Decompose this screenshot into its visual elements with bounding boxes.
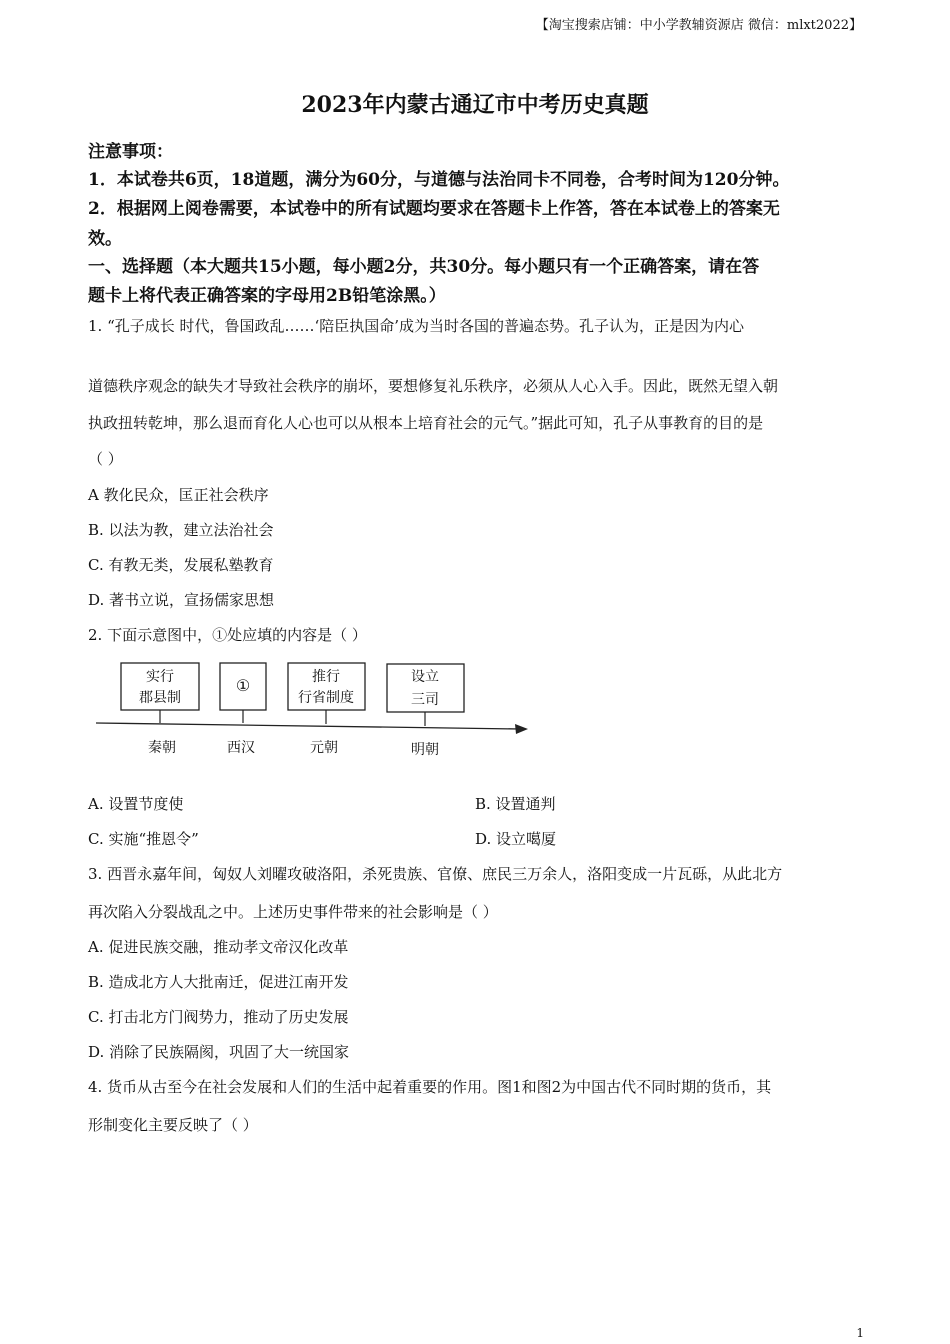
timeline-label-ming: 明朝 [411, 742, 439, 758]
notice-item-1: 1．本试卷共6页，18道题，满分为60分，与道德与法治同卡不同卷，合考时间为120分钟。 [88, 170, 790, 190]
timeline-box-yuan-line2: 行省制度 [298, 690, 354, 706]
q3-option-d: D. 消除了民族隔阂，巩固了大一统国家 [88, 1043, 350, 1061]
notice-item-2: 2．根据网上阅卷需要，本试卷中的所有试题均要求在答题卡上作答，答在本试卷上的答案无 [88, 199, 780, 219]
timeline-label-xihan: 西汉 [227, 740, 255, 756]
section-1-heading-cont: 题卡上将代表正确答案的字母用2B铅笔涂黑。） [88, 286, 446, 306]
q2-option-b: B. 设置通判 [475, 795, 556, 813]
timeline-label-yuan: 元朝 [310, 740, 338, 756]
q3-stem-line-2: 再次陷入分裂战乱之中。上述历史事件带来的社会影响是（ ） [88, 903, 498, 921]
page-title: 2023年内蒙古通辽市中考历史真题 [301, 92, 649, 118]
timeline-box-yuan-line1: 推行 [312, 669, 340, 685]
header-shop-note: 【淘宝搜索店铺：中小学教辅资源店 微信：mlxt2022】 [535, 18, 862, 33]
q1-answer-bracket: （ ） [88, 450, 123, 468]
q1-option-a: A 教化民众，匡正社会秩序 [88, 486, 269, 504]
timeline-box-qin-line1: 实行 [146, 669, 174, 685]
q3-stem-line-1: 3. 西晋永嘉年间，匈奴人刘曜攻破洛阳，杀死贵族、官僚、庶民三万余人，洛阳变成一片瓦砾，从此北方 [88, 865, 783, 883]
timeline-box-xihan-blank: ① [235, 676, 251, 695]
q3-option-c: C. 打击北方门阀势力，推动了历史发展 [88, 1008, 349, 1026]
q1-stem-line-1: 1. “孔子成长 时代，鲁国政乱……‘陪臣执国命’成为当时各国的普遍态势。孔子认为，正是因为内心 [88, 317, 745, 335]
q1-option-b: B. 以法为教，建立法治社会 [88, 521, 274, 539]
q2-timeline-diagram [90, 655, 540, 767]
notice-item-2-cont: 效。 [88, 229, 122, 249]
timeline-arrow-head [515, 724, 528, 734]
section-1-heading: 一、选择题（本大题共15小题，每小题2分，共30分。每小题只有一个正确答案，请在答 [88, 257, 760, 277]
q3-option-a: A. 促进民族交融，推动孝文帝汉化改革 [88, 938, 349, 956]
timeline-label-qin: 秦朝 [148, 740, 176, 756]
q1-stem-line-3: 执政扭转乾坤，那么退而育化人心也可以从根本上培育社会的元气。”据此可知，孔子从事教育的目的是 [88, 414, 764, 432]
q1-option-c: C. 有教无类，发展私塾教育 [88, 556, 274, 574]
q1-option-d: D. 著书立说，宣扬儒家思想 [88, 591, 275, 609]
q4-stem-line-2: 形制变化主要反映了（ ） [88, 1116, 258, 1134]
q1-stem-line-2: 道德秩序观念的缺失才导致社会秩序的崩坏，要想修复礼乐秩序，必须从人心入手。因此，既然无望入朝 [88, 377, 779, 395]
q2-stem: 2. 下面示意图中，①处应填的内容是（ ） [88, 626, 367, 644]
q3-option-b: B. 造成北方人大批南迁，促进江南开发 [88, 973, 349, 991]
timeline-box-ming-line2: 三司 [411, 692, 439, 708]
notice-heading: 注意事项： [88, 142, 173, 162]
timeline-box-qin-line2: 郡县制 [139, 690, 181, 706]
page-number: 1 [856, 1326, 864, 1340]
timeline-axis [96, 723, 520, 729]
timeline-box-ming-line1: 设立 [411, 669, 439, 685]
q2-option-a: A. 设置节度使 [88, 795, 184, 813]
q2-option-d: D. 设立噶厦 [475, 830, 557, 848]
q4-stem-line-1: 4. 货币从古至今在社会发展和人们的生活中起着重要的作用。图1和图2为中国古代不同时期的货币，其 [88, 1078, 772, 1096]
q2-option-c: C. 实施“推恩令” [88, 830, 199, 848]
